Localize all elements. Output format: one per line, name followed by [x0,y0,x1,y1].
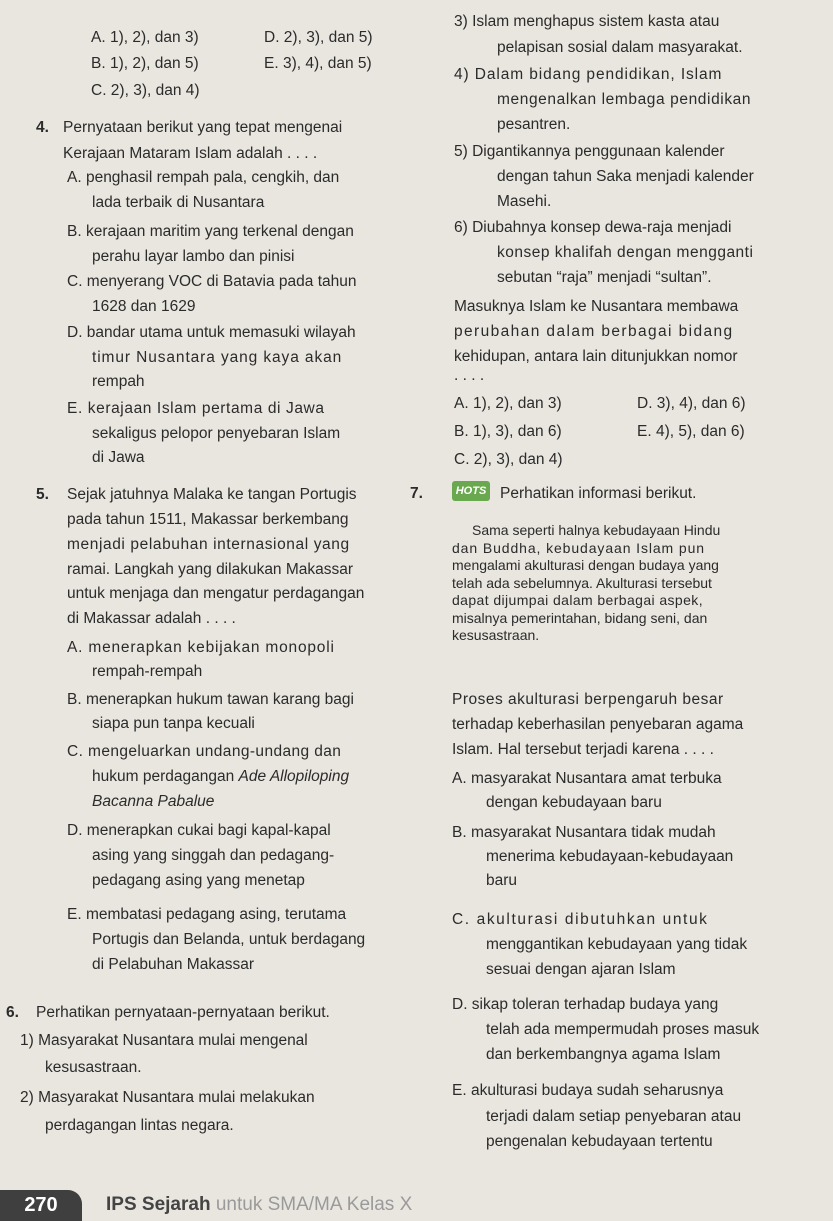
q6-statement-4-3: pesantren. [497,116,571,133]
q7-option-b-3: baru [486,872,518,889]
q4-option-d-1: D. bandar utama untuk memasuki wilayah [67,324,356,341]
q5-option-e-2: Portugis dan Belanda, untuk berdagang [92,931,366,948]
q7-option-a-1: A. masyarakat Nusantara amat terbuka [452,770,722,787]
q6-statement-6-2: konsep khalifah dengan mengganti [497,244,754,261]
q6-option-d: D. 3), 4), dan 6) [637,395,746,412]
q5-stem-3: menjadi pelabuhan internasional yang [67,536,350,553]
q6-statement-3-1: 3) Islam menghapus sistem kasta atau [454,13,720,30]
q5-option-d-3: pedagang asing yang menetap [92,872,305,889]
info-box [452,522,774,668]
q6-option-e: E. 4), 5), dan 6) [637,423,745,440]
hots-badge: HOTS [452,481,490,501]
q4-option-b-1: B. kerajaan maritim yang terkenal dengan [67,223,354,240]
q6-stem: Perhatikan pernyataan-pernyataan berikut. [36,1004,330,1021]
q6-statement-1-1: 1) Masyarakat Nusantara mulai mengenal [20,1032,308,1049]
q5-stem-2: pada tahun 1511, Makassar berkembang [67,511,349,528]
q7-option-e-3: pengenalan kebudayaan tertentu [486,1133,713,1150]
q7-number: 7. [410,485,423,502]
q6-statement-3-2: pelapisan sosial dalam masyarakat. [497,39,743,56]
q6-option-c: C. 2), 3), dan 4) [454,451,563,468]
q7-option-b-1: B. masyarakat Nusantara tidak mudah [452,824,716,841]
q5-stem-6: di Makassar adalah . . . . [67,610,236,627]
q5-option-e-1: E. membatasi pedagang asing, terutama [67,906,347,923]
q4-option-c-2: 1628 dan 1629 [92,298,196,315]
q4-option-b-2: perahu layar lambo dan pinisi [92,248,295,265]
q7-option-d-1: D. sikap toleran terhadap budaya yang [452,996,719,1013]
q7-option-d-3: dan berkembangnya agama Islam [486,1046,721,1063]
q6-statement-4-2: mengenalkan lembaga pendidikan [497,91,752,108]
q6-question-1: Masuknya Islam ke Nusantara membawa [454,298,739,315]
q6-statement-6-1: 6) Diubahnya konsep dewa-raja menjadi [454,219,732,236]
q5-number: 5. [36,486,49,503]
q3-option-b: B. 1), 2), dan 5) [91,55,199,72]
q7-option-c-1: C. akulturasi dibutuhkan untuk [452,911,709,928]
q5-option-a-2: rempah-rempah [92,663,203,680]
info-line-1: Sama seperti halnya kebudayaan Hindu [472,522,721,538]
page-number: 270 [0,1190,82,1221]
q5-option-c-2: hukum perdagangan Ade Allopiloping [92,768,350,785]
q5-option-c-1: C. mengeluarkan undang-undang dan [67,743,342,760]
q6-statement-1-2: kesusastraan. [45,1059,142,1076]
q4-option-a-1: A. penghasil rempah pala, cengkih, dan [67,169,340,186]
q7-question-3: Islam. Hal tersebut terjadi karena . . . . [452,741,714,758]
q4-option-d-3: rempah [92,373,145,390]
q7-option-e-2: terjadi dalam setiap penyebaran atau [486,1108,742,1125]
q5-option-a-1: A. menerapkan kebijakan monopoli [67,639,335,656]
q5-stem-4: ramai. Langkah yang dilakukan Makassar [67,561,354,578]
q5-stem-1: Sejak jatuhnya Malaka ke tangan Portugis [67,486,357,503]
q6-number: 6. [6,1004,19,1021]
q7-question-1: Proses akulturasi berpengaruh besar [452,691,724,708]
q4-option-a-2: lada terbaik di Nusantara [92,194,265,211]
q5-option-e-3: di Pelabuhan Makassar [92,956,254,973]
q3-option-c: C. 2), 3), dan 4) [91,82,200,99]
info-line-7: kesusastraan. [452,627,540,643]
q5-option-b-1: B. menerapkan hukum tawan karang bagi [67,691,354,708]
q4-option-d-2: timur Nusantara yang kaya akan [92,349,343,366]
q6-question-4: . . . . [454,367,485,384]
q6-statement-6-3: sebutan “raja” menjadi “sultan”. [497,269,712,286]
q4-number: 4. [36,119,49,136]
q6-statement-4-1: 4) Dalam bidang pendidikan, Islam [454,66,723,83]
q4-option-e-1: E. kerajaan Islam pertama di Jawa [67,400,325,417]
q5-option-d-2: asing yang singgah dan pedagang- [92,847,335,864]
q4-stem-1: Pernyataan berikut yang tepat mengenai [63,119,343,136]
q6-statement-5-2: dengan tahun Saka menjadi kalender [497,168,754,185]
q5-option-c-3: Bacanna Pabalue [92,793,215,810]
q4-option-c-1: C. menyerang VOC di Batavia pada tahun [67,273,357,290]
q7-option-b-2: menerima kebudayaan-kebudayaan [486,848,734,865]
q7-option-c-3: sesuai dengan ajaran Islam [486,961,676,978]
q6-option-b: B. 1), 3), dan 6) [454,423,562,440]
q6-statement-5-1: 5) Digantikannya penggunaan kalender [454,143,725,160]
q6-statement-2-2: perdagangan lintas negara. [45,1117,234,1134]
q6-question-3: kehidupan, antara lain ditunjukkan nomor [454,348,738,365]
q7-option-d-2: telah ada mempermudah proses masuk [486,1021,760,1038]
q3-option-d: D. 2), 3), dan 5) [264,29,373,46]
q6-statement-5-3: Masehi. [497,193,552,210]
info-line-2: dan Buddha, kebudayaan Islam pun [452,539,705,556]
info-line-3: mengalami akulturasi dengan budaya yang [452,557,719,573]
q6-statement-2-1: 2) Masyarakat Nusantara mulai melakukan [20,1089,315,1106]
q5-option-b-2: siapa pun tanpa kecuali [92,715,255,732]
q6-option-a: A. 1), 2), dan 3) [454,395,562,412]
q7-option-a-2: dengan kebudayaan baru [486,794,662,811]
q6-question-2: perubahan dalam berbagai bidang [454,323,734,340]
q3-option-e: E. 3), 4), dan 5) [264,55,372,72]
q4-option-e-2: sekaligus pelopor penyebaran Islam [92,425,341,442]
q7-stem: Perhatikan informasi berikut. [500,485,697,502]
q4-stem-2: Kerajaan Mataram Islam adalah . . . . [63,145,318,162]
q4-option-e-3: di Jawa [92,449,145,466]
info-line-6: misalnya pemerintahan, bidang seni, dan [452,609,708,626]
q7-question-2: terhadap keberhasilan penyebaran agama [452,716,744,733]
q5-option-d-1: D. menerapkan cukai bagi kapal-kapal [67,822,331,839]
book-title [106,1193,412,1217]
q7-option-e-1: E. akulturasi budaya sudah seharusnya [452,1082,724,1099]
q5-stem-5: untuk menjaga dan mengatur perdagangan [67,585,365,602]
q3-option-a: A. 1), 2), dan 3) [91,29,199,46]
q7-option-c-2: menggantikan kebudayaan yang tidak [486,936,748,953]
info-line-5: dapat dijumpai dalam berbagai aspek, [452,592,703,608]
info-line-4: telah ada sebelumnya. Akulturasi tersebut [452,574,712,591]
book-level: untuk SMA/MA Kelas X [210,1194,413,1215]
book-subject: IPS Sejarah [106,1194,211,1215]
